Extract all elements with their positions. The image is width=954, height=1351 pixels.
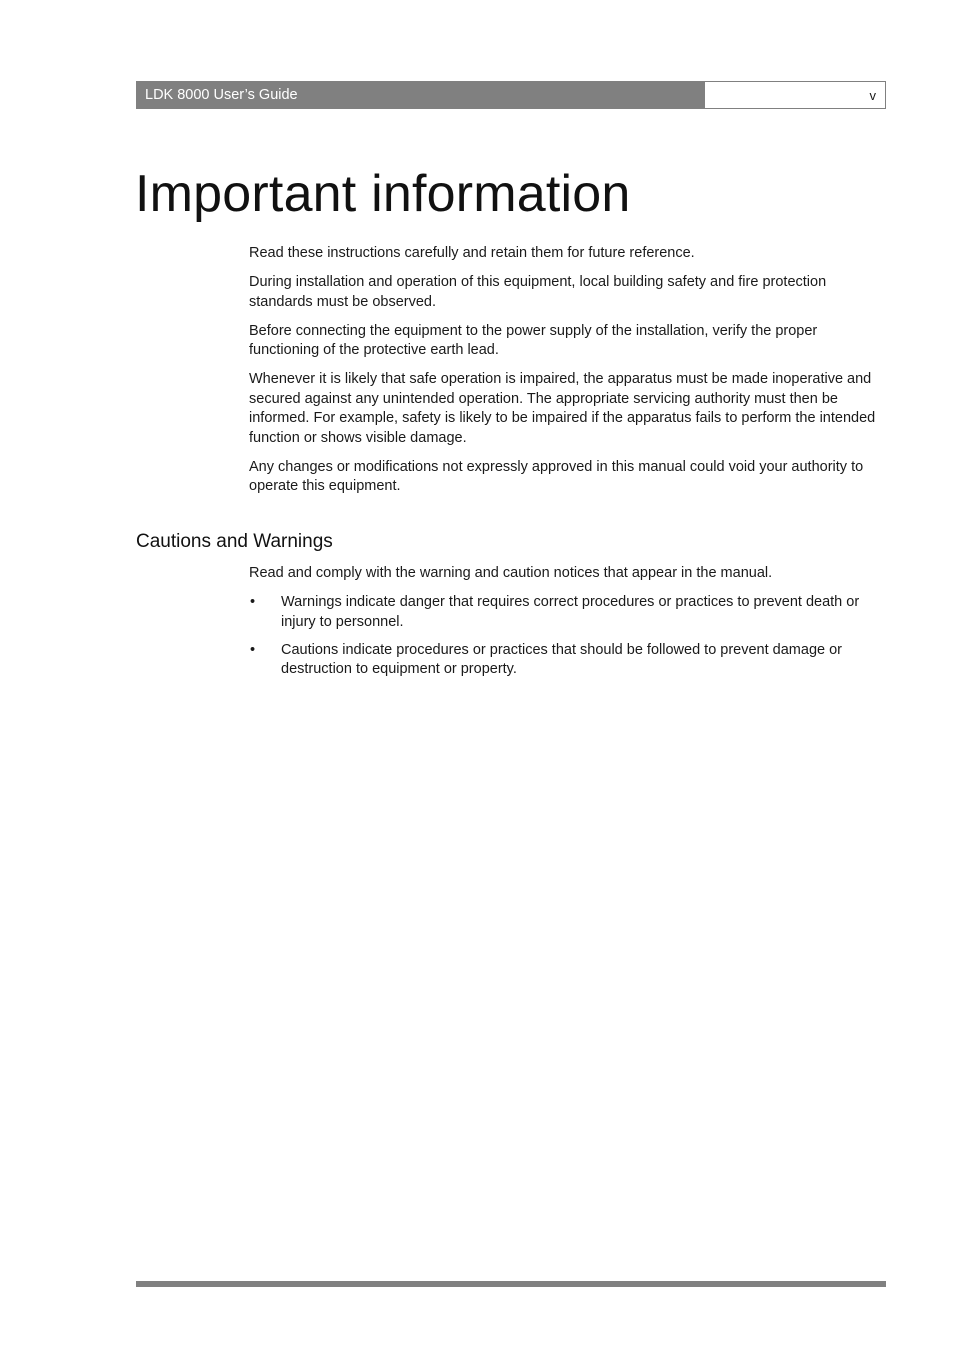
intro-paragraph: During installation and operation of this equipment, local building safety and fire protection standards must be observed. — [249, 274, 827, 310]
list-item — [249, 641, 881, 680]
bullet-icon: • — [250, 594, 256, 610]
section-heading: Cautions and Warnings — [136, 531, 333, 552]
footer-rule — [136, 1281, 886, 1287]
page-number: v — [704, 81, 886, 109]
intro-paragraph: Before connecting the equipment to the power supply of the installation, verify the proper functioning of the protective earth lead. — [249, 322, 818, 358]
running-header — [136, 81, 886, 109]
intro-section — [249, 244, 881, 506]
cautions-intro: Read and comply with the warning and caution notices that appear in the manual. — [249, 565, 773, 581]
cautions-section — [249, 564, 881, 688]
header-title: LDK 8000 User’s Guide — [136, 81, 704, 109]
list-item — [249, 593, 881, 632]
list-item-text: Cautions indicate procedures or practices that should be followed to prevent damage or destruction to equipment or property. — [281, 641, 842, 677]
intro-paragraph: Whenever it is likely that safe operation is impaired, the apparatus must be made inoperative and secured against any unintended operation. The appropriate servicing authority must then be informed. For example, safety is likely to be impaired if the apparatus fails to perform the intended function or shows visible damage. — [249, 371, 876, 446]
bullet-icon: • — [250, 641, 256, 658]
list-item-text: Warnings indicate danger that requires correct procedures or practices to prevent death or injury to personnel. — [281, 594, 860, 630]
intro-paragraph: Any changes or modifications not expressly approved in this manual could void your authority to operate this equipment. — [249, 458, 864, 494]
page-title: Important information — [135, 165, 631, 223]
intro-paragraph: Read these instructions carefully and retain them for future reference. — [249, 245, 695, 261]
